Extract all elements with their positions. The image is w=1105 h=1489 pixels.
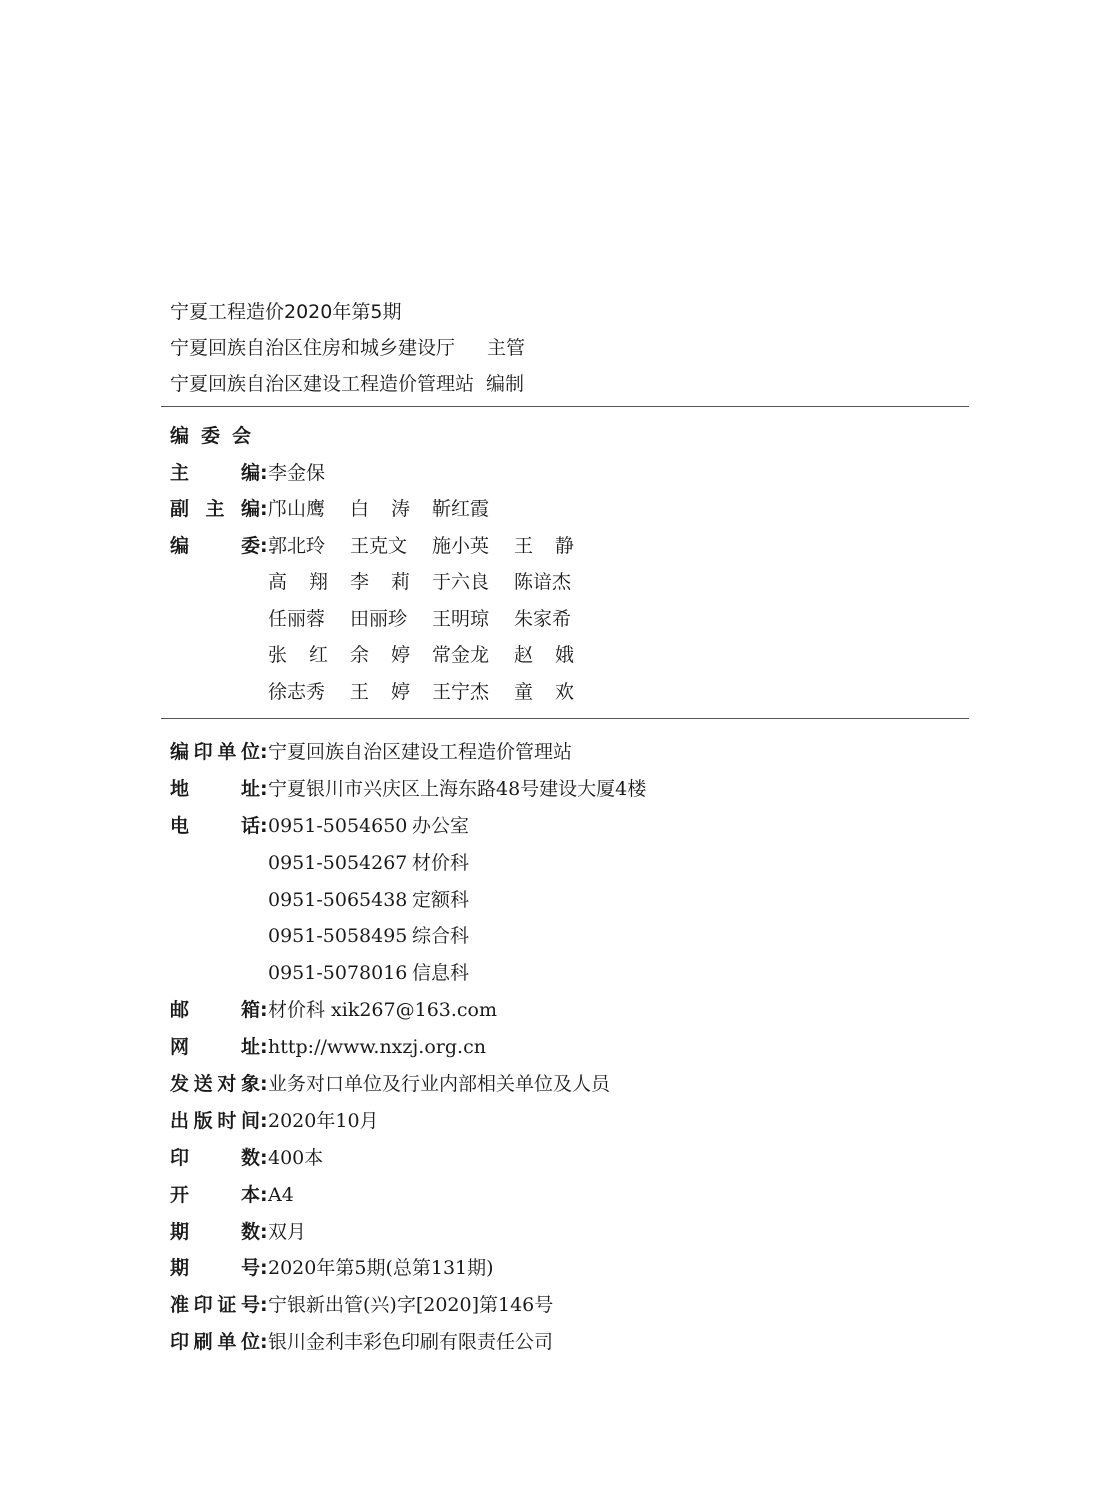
deputy-editors-row: 副 主 编 : 邝山鹰 白 涛 靳红霞: [170, 493, 596, 530]
phone-row: [170, 847, 646, 884]
print-unit-row: 编 印 单 位 : 宁夏回族自治区建设工程造价管理站: [170, 736, 646, 773]
phone-row: [170, 884, 646, 921]
phone-line: [268, 884, 469, 921]
format-value: A4: [268, 1183, 294, 1206]
phone-number: 0951-5058495: [268, 925, 408, 948]
member-name: 常金龙: [432, 644, 490, 666]
permit-value: 宁银新出管(兴)字[2020]第146号: [268, 1294, 554, 1317]
phone-number: 0951-5054267: [268, 851, 408, 874]
members-label: 编 委: [170, 534, 260, 557]
compiler-role: 编制: [486, 373, 525, 395]
phone-dept: 信息科: [412, 962, 470, 985]
issue-no-value: 2020年第5期(总第131期): [268, 1257, 494, 1280]
issue-no-row: 期 号 : 2020年第5期(总第131期): [170, 1252, 646, 1289]
authority-role: 主管: [487, 337, 526, 359]
print-count-value: 400本: [268, 1146, 324, 1169]
email-row: 邮 箱 : 材价科 xik267@163.com: [170, 994, 646, 1031]
phone-number: 0951-5078016: [268, 962, 408, 985]
member-name: 徐志秀: [268, 680, 326, 703]
members-row: [170, 603, 596, 640]
member-name: 王 静: [514, 534, 574, 557]
member-name: 任丽蓉: [268, 607, 326, 630]
chief-editor-name: 李金保: [268, 461, 326, 484]
member-name: 王克文: [350, 534, 408, 557]
website-row: 网 址 : http://www.nxzj.org.cn: [170, 1031, 646, 1068]
phone-number: 0951-5065438: [268, 888, 408, 911]
chief-editor-label: 主 编: [170, 461, 260, 484]
phone-line: [268, 847, 469, 884]
website-value: http://www.nxzj.org.cn: [268, 1036, 486, 1059]
members-row: 编 委 : 郭北玲 王克文 施小英 王 静: [170, 530, 596, 567]
committee-title: 编 委 会: [170, 425, 252, 447]
phone-row: 电 话 : 0951-5054650 办公室: [170, 810, 646, 847]
authority-name: 宁夏回族自治区住房和城乡建设厅: [170, 337, 456, 359]
printer-value: 银川金利丰彩色印刷有限责任公司: [268, 1331, 554, 1354]
deputy-editor-name: 靳红霞: [432, 498, 490, 520]
email-value: 材价科 xik267@163.com: [268, 999, 498, 1022]
audience-value: 业务对口单位及行业内部相关单位及人员: [268, 1073, 611, 1096]
deputy-editor-name: 白 涛: [350, 498, 410, 520]
member-name: 李 莉: [350, 571, 410, 593]
members-row: [170, 639, 596, 676]
members-row: [170, 676, 596, 713]
phone-line: [268, 920, 469, 957]
print-unit-value: 宁夏回族自治区建设工程造价管理站: [268, 741, 573, 763]
pub-date-value: 2020年10月: [268, 1109, 379, 1132]
member-name: 张 红: [268, 644, 328, 666]
authority-line: [170, 332, 525, 368]
member-name: 王宁杰: [432, 680, 490, 703]
divider-middle: [161, 718, 969, 719]
divider-top: [161, 406, 969, 407]
phone-dept: 定额科: [412, 888, 470, 911]
member-name: 王 婷: [350, 680, 410, 703]
phone-number: 0951-5054650: [268, 814, 408, 837]
member-name: 郭北玲: [268, 534, 326, 557]
phone-row: [170, 920, 646, 957]
member-name: 陈谙杰: [514, 571, 572, 593]
printer-row: 印 刷 单 位 : 银川金利丰彩色印刷有限责任公司: [170, 1326, 646, 1363]
member-name: 朱家希: [514, 607, 572, 630]
members-row: [170, 566, 596, 603]
pub-date-row: 出 版 时 间 : 2020年10月: [170, 1105, 646, 1142]
masthead: [170, 296, 525, 404]
member-name: 田丽珍: [350, 607, 408, 630]
publication-info: [170, 736, 646, 1363]
phone-row: [170, 957, 646, 994]
member-name: 赵 娥: [514, 644, 574, 666]
phone-dept: 办公室: [412, 814, 470, 837]
deputy-editors-label: 副 主 编: [170, 498, 260, 520]
member-name: 王明琼: [432, 607, 490, 630]
phone-dept: 材价科: [412, 851, 470, 874]
deputy-editor-name: 邝山鹰: [268, 498, 326, 520]
frequency-value: 双月: [268, 1220, 307, 1243]
issue-title: 宁夏工程造价2020年第5期: [170, 301, 402, 323]
print-count-row: 印 数 : 400本: [170, 1142, 646, 1179]
member-name: 童 欢: [514, 680, 574, 703]
frequency-row: 期 数 : 双月: [170, 1216, 646, 1253]
phone-line: [268, 957, 469, 994]
compiler-name: 宁夏回族自治区建设工程造价管理站: [170, 373, 475, 395]
format-row: 开 本 : A4: [170, 1179, 646, 1216]
address-row: 地 址 : 宁夏银川市兴庆区上海东路48号建设大厦4楼: [170, 773, 646, 810]
member-name: 施小英: [432, 534, 490, 557]
chief-editor-row: 主 编 : 李金保: [170, 457, 596, 494]
editorial-committee: [170, 420, 596, 712]
member-name: 余 婷: [350, 644, 410, 666]
address-value: 宁夏银川市兴庆区上海东路48号建设大厦4楼: [268, 777, 647, 800]
member-name: 于六良: [432, 571, 490, 593]
member-name: 高 翔: [268, 571, 328, 593]
permit-row: 准 印 证 号 : 宁银新出管(兴)字[2020]第146号: [170, 1289, 646, 1326]
audience-row: 发 送 对 象 : 业务对口单位及行业内部相关单位及人员: [170, 1068, 646, 1105]
compiler-line: [170, 368, 525, 404]
phone-line: [268, 810, 469, 847]
phone-dept: 综合科: [412, 925, 470, 948]
